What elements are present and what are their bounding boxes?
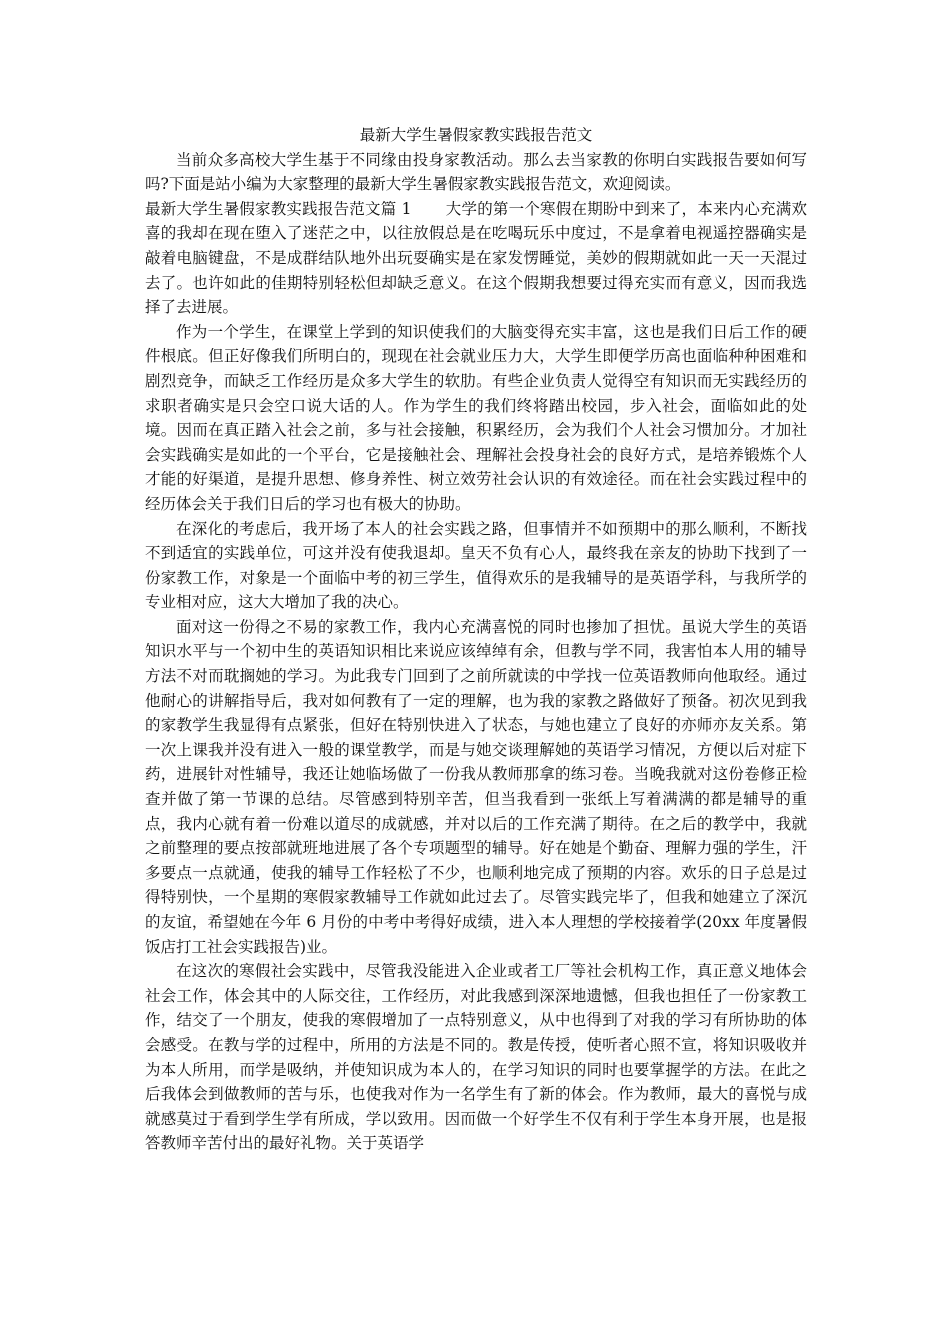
paragraph-2: 作为一个学生，在课堂上学到的知识使我们的大脑变得充实丰富，这也是我们日后工作的硬件根底。但正好像我们所明白的，现现在社会就业压力大，大学生即便学历高也面临种种困难和剧烈竞争，而缺乏工作经历是众多大学生的软肋。有些企业负责人觉得空有知识而无实践经历的求职者确实是只会空口说大话的人。作为学生的我们终将踏出校园，步入社会，面临如此的处境。因而在真正踏入社会之前，多与社会接触，积累经历，会为我们个人社会习惯加分。才加社会实践确实是如此的一个平台，它是接触社会、理解社会投身社会的良好方式，是培养锻炼个人才能的好渠道，是提升思想、修身养性、树立效劳社会认识的有效途径。而在社会实践过程中的经历体会关于我们日后的学习也有极大的协助。 bbox=[145, 322, 807, 513]
document-page bbox=[145, 123, 807, 1156]
section-heading: 最新大学生暑假家教实践报告范文篇 1 bbox=[145, 199, 412, 218]
paragraph-4: 面对这一份得之不易的家教工作，我内心充满喜悦的同时也掺加了担忧。虽说大学生的英语知识水平与一个初中生的英语知识相比来说应该绰绰有余，但教与学不同，我害怕本人用的辅导方法不对而耽搁她的学习。为此我专门回到了之前所就读的中学找一位英语教师向他取经。通过他耐心的讲解指导后，我对如何教有了一定的理解，也为我的家教之路做好了预备。初次见到我的家教学生我显得有点紧张，但好在特别快进入了状态，与她也建立了良好的亦师亦友关系。第一次上课我并没有进入一般的课堂教学，而是与她交谈理解她的英语学习情况，方便以后对症下药，进展针对性辅导，我还让她临场做了一份我从教师那拿的练习卷。当晚我就对这份卷修正检查并做了第一节课的总结。尽管感到特别辛苦，但当我看到一张纸上写着满满的都是辅导的重点，我内心就有着一份难以道尽的成就感，并对以后的工作充满了期待。在之后的教学中，我就之前整理的要点按部就班地进展了各个专项题型的辅导。好在她是个勤奋、理解力强的学生，汗多要点一点就通，使我的辅导工作轻松了不少，也顺利地完成了预期的内容。欢乐的日子总是过得特别快，一个星期的寒假家教辅导工作就如此过去了。尽管实践完毕了，但我和她建立了深沉的友谊，希望她在今年 6 月份的中考中考得好成绩，进入本人理想的学校接着学(20xx 年度暑假饭店打工社会实践报告)业。 bbox=[145, 617, 807, 956]
paragraph-1-text: 大学的第一个寒假在期盼中到来了，本来内心充满欢喜的我却在现在堕入了迷茫之中，以往放假总是在吃喝玩乐中度过，不是拿着电视遥控器确实是敲着电脑键盘，不是成群结队地外出玩耍确实是在家发愣睡觉，美妙的假期就如此一天一天混过去了。也许如此的佳期特别轻松但却缺乏意义。在这个假期我想要过得充实而有意义，因而我选择了去进展。 bbox=[145, 199, 807, 317]
intro-paragraph: 当前众多高校大学生基于不同缘由投身家教活动。那么去当家教的你明白实践报告要如何写吗?下面是站小编为大家整理的最新大学生暑假家教实践报告范文，欢迎阅读。 bbox=[145, 150, 807, 194]
paragraph-5: 在这次的寒假社会实践中，尽管我没能进入企业或者工厂等社会机构工作，真正意义地体会社会工作，体会其中的人际交往，工作经历，对此我感到深深地遗憾，但我也担任了一份家教工作，结交了一个朋友，使我的寒假增加了一点特别意义，从中也得到了对我的学习有所协助的体会感受。在教与学的过程中，所用的方法是不同的。教是传授，使听者心照不宣，将知识吸收并为本人所用，而学是吸纳，并使知识成为本人的，在学习知识的同时也要掌握学的方法。在此之后我体会到做教师的苦与乐，也使我对作为一名学生有了新的体会。作为教师，最大的喜悦与成就感莫过于看到学生学有所成，学以致用。因而做一个好学生不仅有利于学生本身开展，也是报答教师辛苦付出的最好礼物。关于英语学 bbox=[145, 962, 807, 1153]
document-title: 最新大学生暑假家教实践报告范文 bbox=[359, 126, 593, 144]
section-paragraph-1 bbox=[145, 197, 807, 320]
paragraph-3: 在深化的考虑后，我开场了本人的社会实践之路，但事情并不如预期中的那么顺利，不断找不到适宜的实践单位，可这并没有使我退却。皇天不负有心人，最终我在亲友的协助下找到了一份家教工作，对象是一个面临中考的初三学生，值得欢乐的是我辅导的是英语学科，与我所学的专业相对应，这大大增加了我的决心。 bbox=[145, 519, 807, 612]
